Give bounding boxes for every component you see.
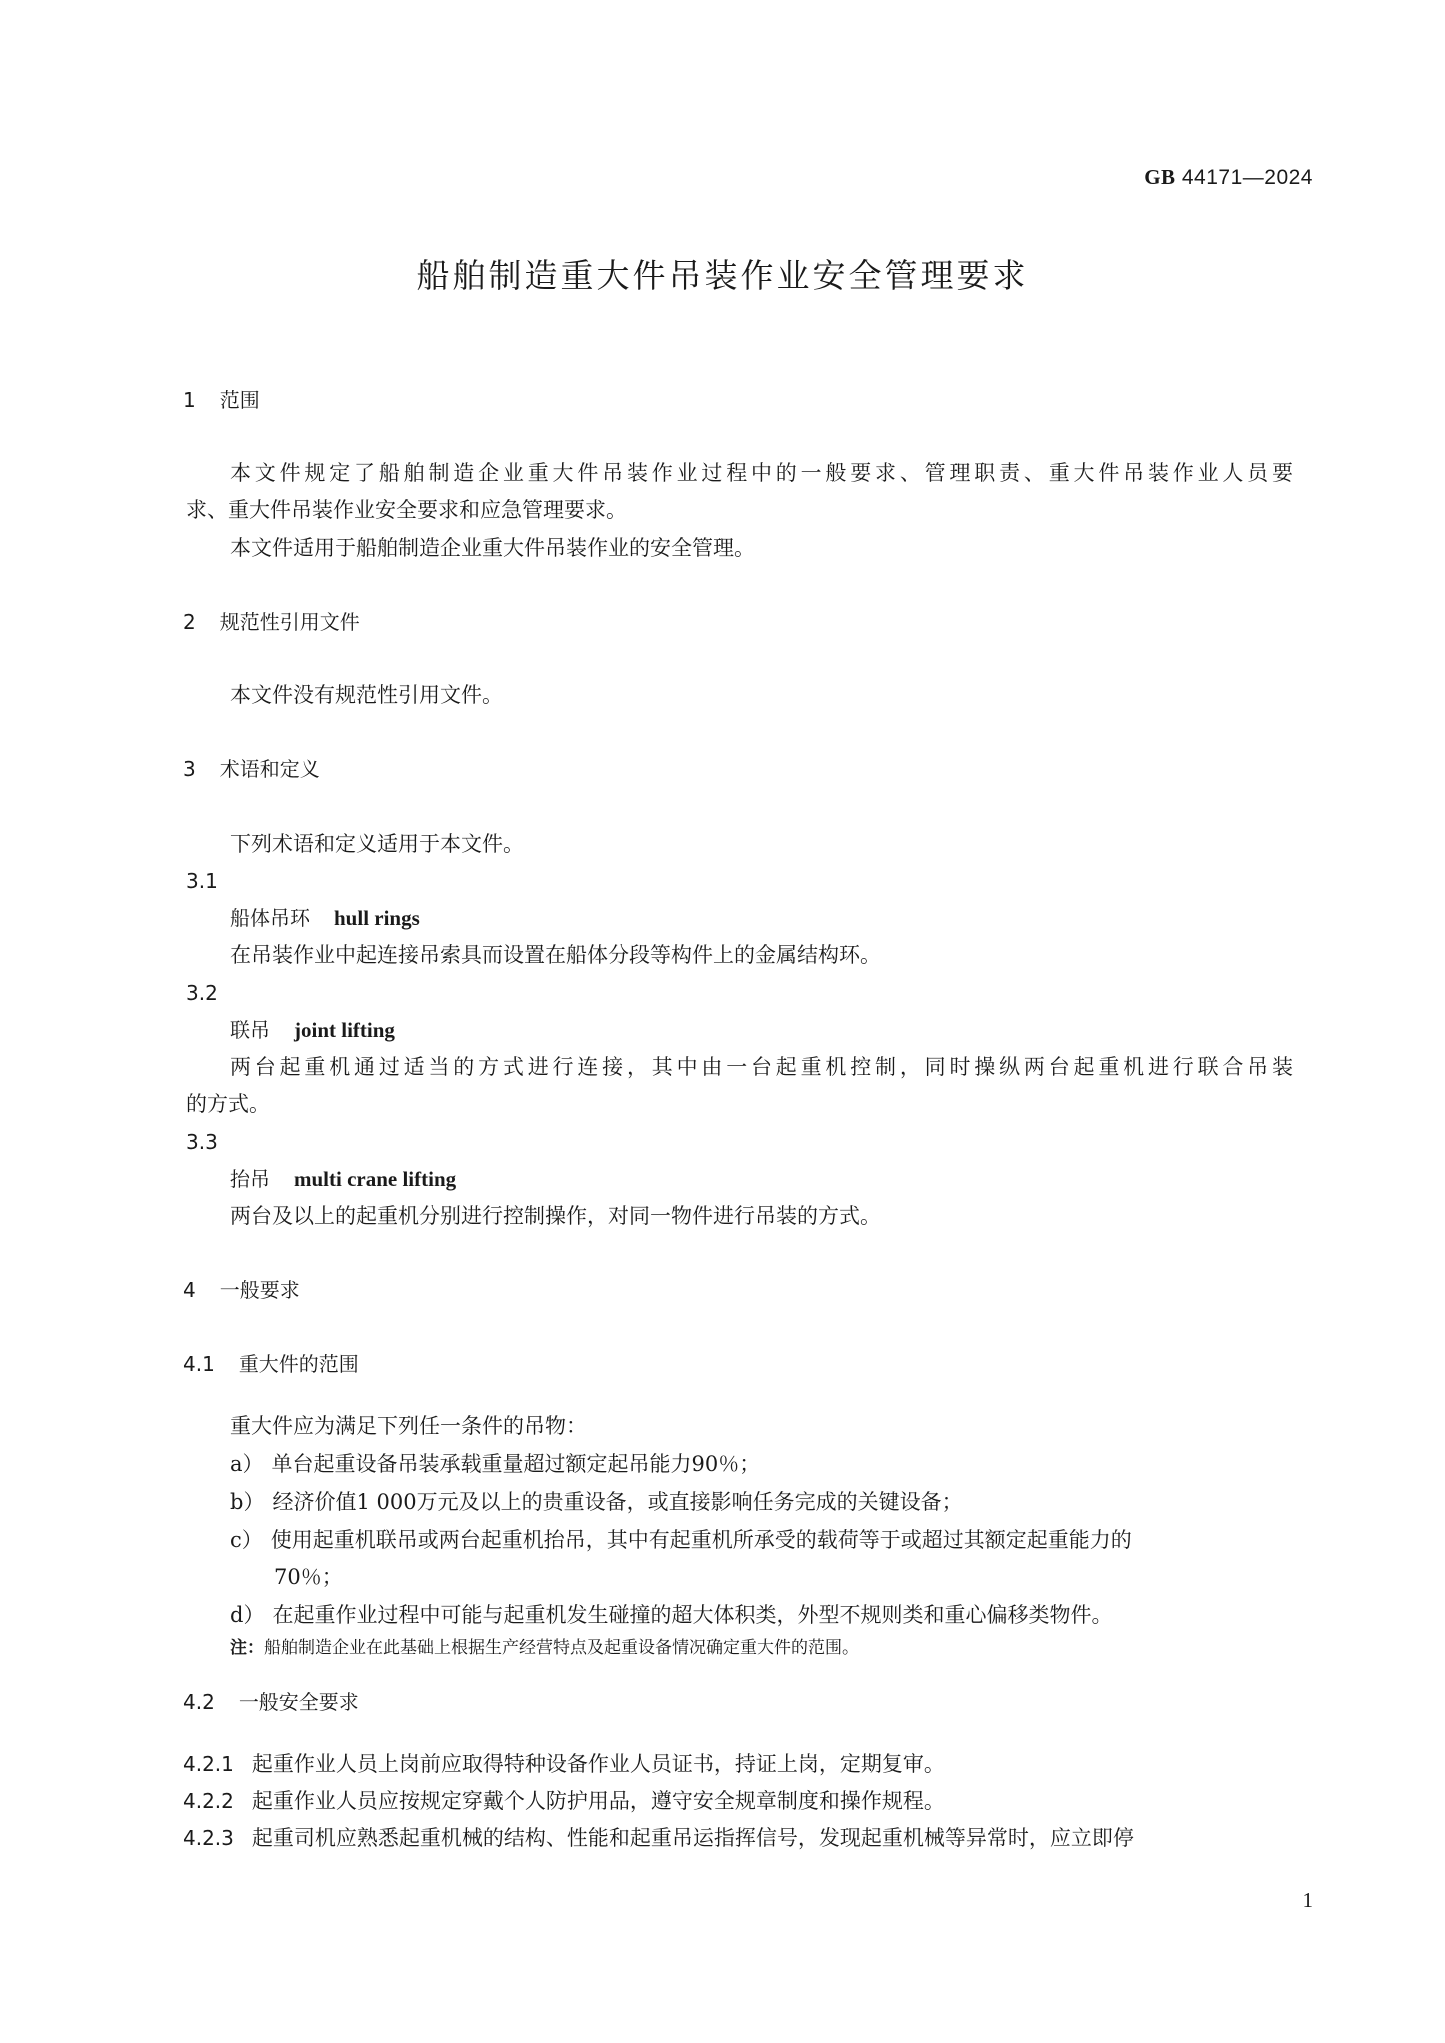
section-3-heading: 3 术语和定义 [183, 757, 320, 781]
term-definition: 在吊装作业中起连接吊索具而设置在船体分段等构件上的金属结构环。 [230, 943, 881, 967]
standard-code [1144, 165, 1313, 190]
term-entry: 船体吊环 hull rings [230, 906, 420, 930]
section-1-heading: 1 范围 [183, 388, 260, 412]
term-number: 3.1 [186, 869, 218, 893]
term-number: 3.2 [186, 981, 218, 1005]
list-item: d） 在起重作业过程中可能与起重机发生碰撞的超大体积类，外型不规则类和重心偏移类物件。 [230, 1603, 1113, 1627]
list-item: c） 使用起重机联吊或两台起重机抬吊，其中有起重机所承受的载荷等于或超过其额定起重能力的 [230, 1528, 1132, 1552]
paragraph-line: 本文件规定了船舶制造企业重大件吊装作业过程中的一般要求、管理职责、重大件吊装作业人员要 [230, 461, 1293, 485]
paragraph: 下列术语和定义适用于本文件。 [230, 832, 524, 856]
section-2-heading: 2 规范性引用文件 [183, 610, 360, 634]
standard-number: 44171—2024 [1181, 166, 1313, 189]
term-definition-line: 的方式。 [186, 1092, 270, 1116]
term-definition: 两台及以上的起重机分别进行控制操作，对同一物件进行吊装的方式。 [230, 1204, 881, 1228]
list-item-continuation: 70％； [274, 1565, 343, 1589]
paragraph: 本文件适用于船舶制造企业重大件吊装作业的安全管理。 [230, 536, 755, 560]
list-item: a） 单台起重设备吊装承载重量超过额定起吊能力90％； [230, 1452, 761, 1476]
document-title: 船舶制造重大件吊装作业安全管理要求 [416, 256, 1029, 295]
section-4-heading: 4 一般要求 [183, 1278, 300, 1302]
clause: 4.2.3 起重司机应熟悉起重机械的结构、性能和起重吊运指挥信号，发现起重机械等异常时，应立即停 [183, 1826, 1134, 1850]
note: 注：船舶制造企业在此基础上根据生产经营特点及起重设备情况确定重大件的范围。 [230, 1638, 859, 1658]
standard-prefix: GB [1144, 165, 1176, 189]
list-item: b） 经济价值1 000万元及以上的贵重设备，或直接影响任务完成的关键设备； [230, 1490, 963, 1514]
term-entry: 联吊 joint lifting [230, 1018, 395, 1042]
term-entry: 抬吊 multi crane lifting [230, 1167, 457, 1191]
paragraph-line: 求、重大件吊装作业安全要求和应急管理要求。 [186, 498, 627, 522]
paragraph: 本文件没有规范性引用文件。 [230, 683, 503, 707]
clause: 4.2.1 起重作业人员上岗前应取得特种设备作业人员证书，持证上岗，定期复审。 [183, 1752, 945, 1776]
page-number: 1 [1302, 1888, 1313, 1912]
subsection-4-1-heading: 4.1 重大件的范围 [183, 1352, 359, 1376]
subsection-4-2-heading: 4.2 一般安全要求 [183, 1690, 359, 1714]
term-number: 3.3 [186, 1130, 218, 1154]
paragraph: 重大件应为满足下列任一条件的吊物： [230, 1414, 587, 1438]
term-definition-line: 两台起重机通过适当的方式进行连接，其中由一台起重机控制，同时操纵两台起重机进行联合吊装 [230, 1055, 1293, 1079]
clause: 4.2.2 起重作业人员应按规定穿戴个人防护用品，遵守安全规章制度和操作规程。 [183, 1789, 945, 1813]
